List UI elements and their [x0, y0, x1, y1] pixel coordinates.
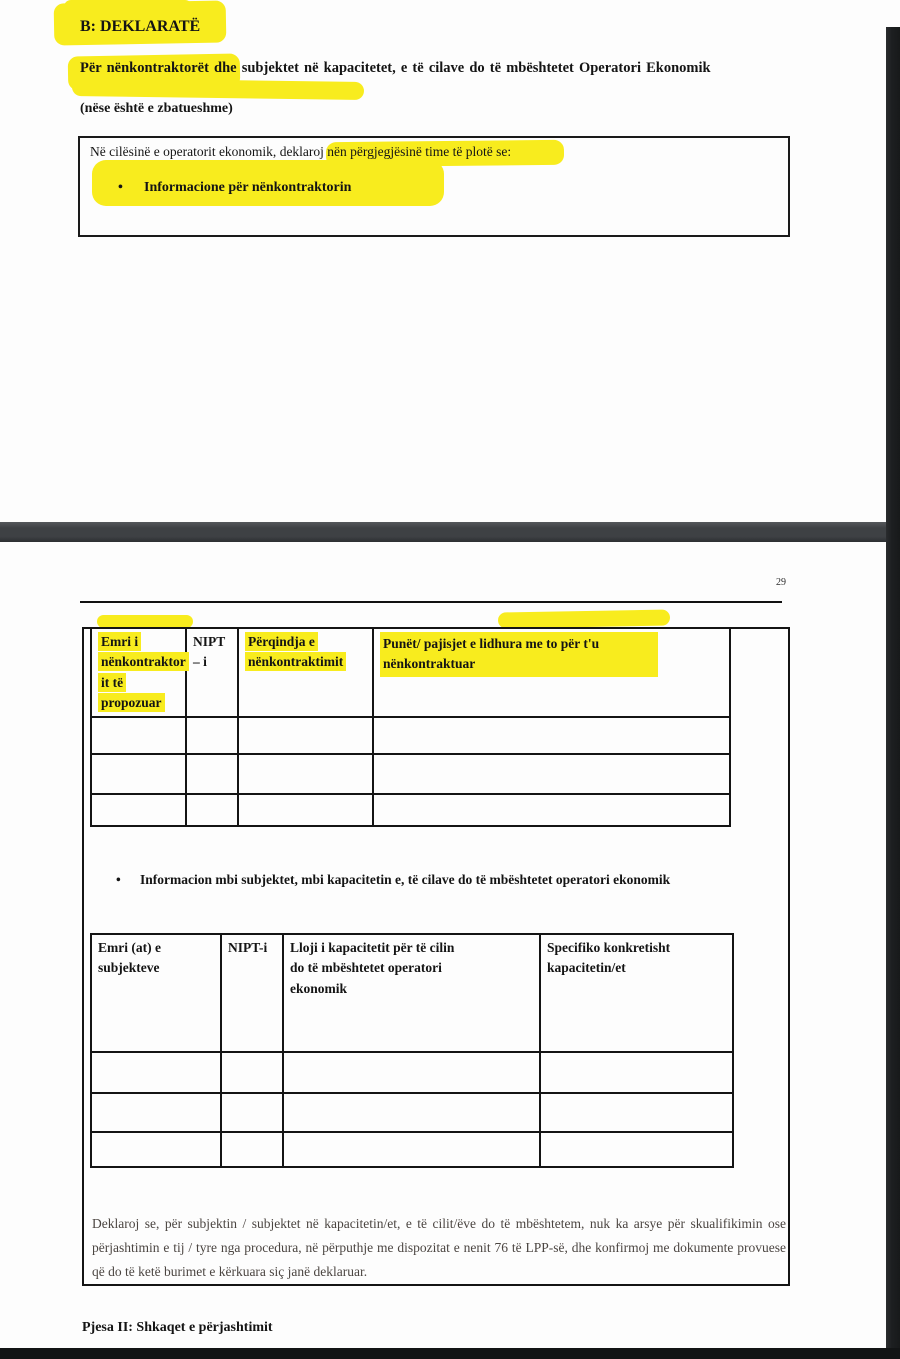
header-rule: [80, 601, 782, 603]
declaration-box: [78, 136, 790, 237]
empty-cell: [186, 794, 238, 826]
col-header-capacity-type: Lloji i kapacitetit për të cilin do të mbështetet operatori ekonomik: [283, 934, 540, 1052]
declaration-intro: [90, 144, 780, 160]
empty-cell: [238, 794, 373, 826]
empty-cell: [221, 1093, 283, 1132]
empty-cell: [91, 754, 186, 794]
part2-heading: Pjesa II: Shkaqet e përjashtimit: [82, 1320, 273, 1335]
subtitle-highlighted-part: Për nënkontraktorët: [80, 60, 209, 76]
bullet-text: Informacione për nënkontraktorin: [144, 180, 352, 195]
bullet-text: Informacion mbi subjektet, mbi kapacitetin e, të cilave do të mbështetet operatori ekonomik: [140, 872, 671, 887]
table-header-row: [91, 934, 733, 1052]
declaration-paragraph: Deklaroj se, për subjektin / subjektet në kapacitetin/et, e të cilit/ëve do të mbështetem, nuk ka arsye për skualifikimin ose përjashtimin e tij / tyre nga procedura, në përputhje me dispozitat e nenit 76 të LPP-së, dhe konfirmoj me dokumente provuese që do të ketë burimet e kërkuara siç janë deklaruar.: [92, 1216, 786, 1279]
subcontractor-table: [90, 627, 731, 827]
col-header-subject-name: Emri (at) e subjekteve: [91, 934, 221, 1052]
highlight-mark-table-smudge-right: [498, 610, 670, 629]
table-row: [91, 1132, 733, 1167]
capacity-table: [90, 933, 734, 1168]
col-header-nipt: NIPT – i: [186, 628, 238, 717]
bottom-separator-band: [0, 1348, 900, 1359]
empty-cell: [91, 794, 186, 826]
bullet-dot-icon: •: [118, 180, 123, 195]
empty-cell: [283, 1093, 540, 1132]
page-separator-band: [0, 522, 900, 542]
bullet-dot-icon: •: [116, 872, 121, 887]
empty-cell: [540, 1093, 733, 1132]
empty-cell: [373, 754, 730, 794]
table-row: [91, 1093, 733, 1132]
empty-cell: [283, 1132, 540, 1167]
col-header-percentage: Përqindja e nënkontraktimit: [238, 628, 373, 717]
intro-highlighted: deklaroj nën përgjegjësinë: [279, 144, 422, 159]
highlight-mark-subtitle-smudge: [72, 78, 364, 100]
highlight-mark-title-smudge: [64, 0, 192, 14]
empty-cell: [186, 717, 238, 754]
table-row: [91, 754, 730, 794]
empty-cell: [373, 794, 730, 826]
table-row: [91, 717, 730, 754]
empty-cell: [91, 1132, 221, 1167]
scrollbar-strip[interactable]: [886, 27, 900, 1359]
table-row: [91, 794, 730, 826]
empty-cell: [91, 1052, 221, 1093]
empty-cell: [540, 1132, 733, 1167]
empty-cell: [221, 1132, 283, 1167]
table-header-row: [91, 628, 730, 717]
col-header-nipt: NIPT-i: [221, 934, 283, 1052]
empty-cell: [238, 717, 373, 754]
table-row: [91, 1052, 733, 1093]
bullet-item-capacity-info: [112, 872, 790, 888]
bullet-item-subcontractor-info: [118, 180, 351, 196]
empty-cell: [283, 1052, 540, 1093]
page-number: 29: [776, 577, 786, 588]
empty-cell: [91, 717, 186, 754]
form-content-box: [82, 627, 790, 1286]
col-header-capacity-specify: Specifiko konkretisht kapacitetin/et: [540, 934, 733, 1052]
section-subtitle: [80, 60, 794, 77]
empty-cell: [91, 1093, 221, 1132]
empty-cell: [221, 1052, 283, 1093]
intro-post: time të plotë se:: [421, 144, 512, 159]
intro-pre: Në cilësinë e operatorit ekonomik,: [90, 144, 280, 159]
col-header-works: Punët/ pajisjet e lidhura me to për t'u nënkontraktuar: [373, 628, 730, 717]
col-header-subcontractor-name: Emri i nënkontraktor it të propozuar: [91, 628, 186, 717]
empty-cell: [186, 754, 238, 794]
empty-cell: [373, 717, 730, 754]
empty-cell: [238, 754, 373, 794]
subtitle-rest: dhe subjektet në kapacitetet, e të cilave do të mbështetet Operatori Ekonomik: [208, 60, 711, 76]
section-title: B: DEKLARATË: [80, 18, 201, 35]
empty-cell: [540, 1052, 733, 1093]
applicability-note: (nëse është e zbatueshme): [80, 101, 233, 116]
